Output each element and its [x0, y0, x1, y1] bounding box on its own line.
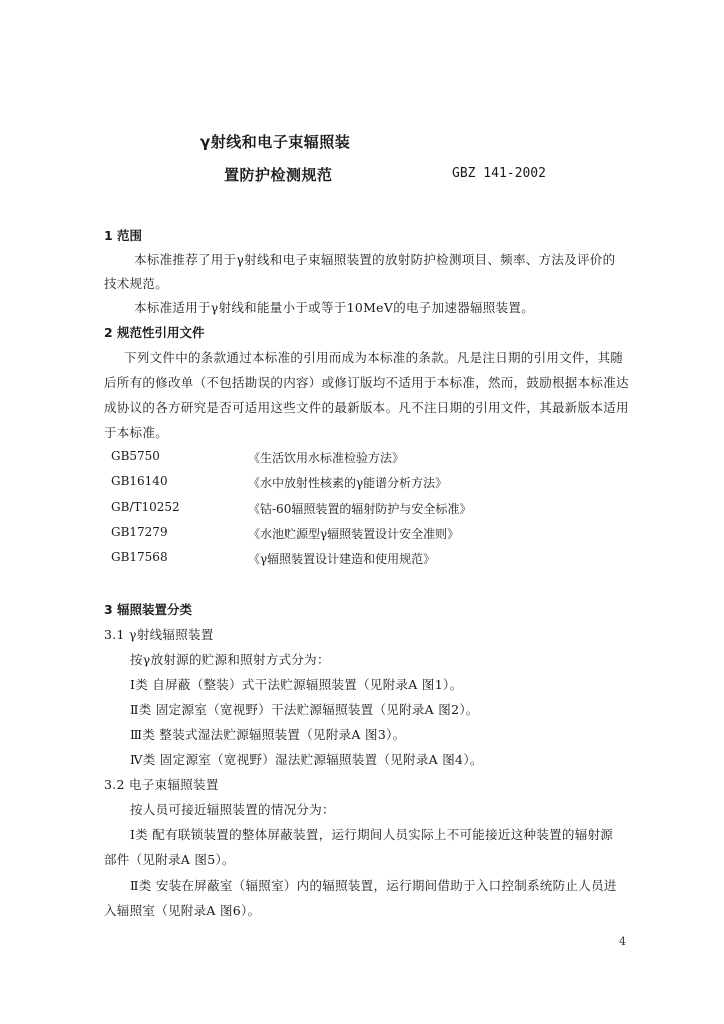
reference-code: GB5750 — [111, 449, 160, 463]
title-line-2: 置防护检测规范 — [224, 166, 333, 184]
reference-code: GB16140 — [111, 474, 168, 488]
section-2-heading: 2 规范性引用文件 — [104, 325, 205, 340]
class-item-line-2: 入辐照室（见附录A 图6）。 — [104, 903, 261, 918]
title-line-1: γ射线和电子束辐照装 — [200, 133, 351, 151]
section-1-para-2: 本标准适用于γ射线和能量小于或等于10MeV的电子加速器辐照装置。 — [134, 300, 535, 315]
subsection-3-2-heading: 3.2 电子束辐照装置 — [104, 777, 219, 792]
section-2-para-line-2: 后所有的修改单（不包括勘误的内容）或修订版均不适用于本标准，然而，鼓励根据本标准达 — [104, 375, 629, 390]
section-1-para-1-line-1: 本标准推荐了用于γ射线和电子束辐照装置的放射防护检测项目、频率、方法及评价的 — [134, 252, 616, 267]
reference-title: 《水中放射性核素的γ能谱分析方法》 — [248, 476, 448, 490]
section-3-heading: 3 辐照装置分类 — [104, 602, 193, 617]
subsection-3-1-intro: 按γ放射源的贮源和照射方式分为： — [130, 652, 330, 667]
section-2-para-line-4: 于本标准。 — [104, 425, 169, 440]
subsection-3-2-intro: 按人员可接近辐照装置的情况分为： — [130, 802, 335, 817]
section-1-para-1-line-2: 技术规范。 — [104, 276, 169, 291]
reference-code: GB17279 — [111, 525, 168, 539]
class-item: Ⅱ类 固定源室（宽视野）干法贮源辐照装置（见附录A 图2）。 — [130, 702, 479, 717]
reference-code: GB/T10252 — [111, 500, 180, 514]
section-2-para-line-3: 成协议的各方研究是否可适用这些文件的最新版本。凡不注日期的引用文件，其最新版本适用 — [104, 400, 629, 415]
reference-title: 《钴-60辐照装置的辐射防护与安全标准》 — [248, 502, 472, 516]
class-item: Ⅰ类 自屏蔽（整装）式干法贮源辐照装置（见附录A 图1）。 — [130, 677, 463, 692]
class-item: Ⅲ类 整装式湿法贮源辐照装置（见附录A 图3）。 — [130, 727, 406, 742]
class-item-line-1: Ⅰ类 配有联锁装置的整体屏蔽装置，运行期间人员实际上不可能接近这种装置的辐射源 — [130, 827, 614, 842]
class-item-line-2: 部件（见附录A 图5）。 — [104, 852, 235, 867]
reference-title: 《水池贮源型γ辐照装置设计安全准则》 — [248, 527, 460, 541]
reference-title: 《生活饮用水标准检验方法》 — [248, 451, 405, 465]
reference-code: GB17568 — [111, 550, 168, 564]
reference-title: 《γ辐照装置设计建造和使用规范》 — [248, 552, 436, 566]
page-number: 4 — [619, 935, 626, 948]
class-item: Ⅳ类 固定源室（宽视野）湿法贮源辐照装置（见附录A 图4）。 — [130, 752, 483, 767]
class-item-line-1: Ⅱ类 安装在屏蔽室（辐照室）内的辐照装置，运行期间借助于入口控制系统防止人员进 — [130, 878, 617, 893]
section-1-heading: 1 范围 — [104, 228, 143, 243]
subsection-3-1-heading: 3.1 γ射线辐照装置 — [104, 627, 214, 642]
standard-code: GBZ 141-2002 — [452, 166, 546, 181]
section-2-para-line-1: 下列文件中的条款通过本标准的引用而成为本标准的条款。凡是注日期的引用文件，其随 — [124, 350, 624, 365]
